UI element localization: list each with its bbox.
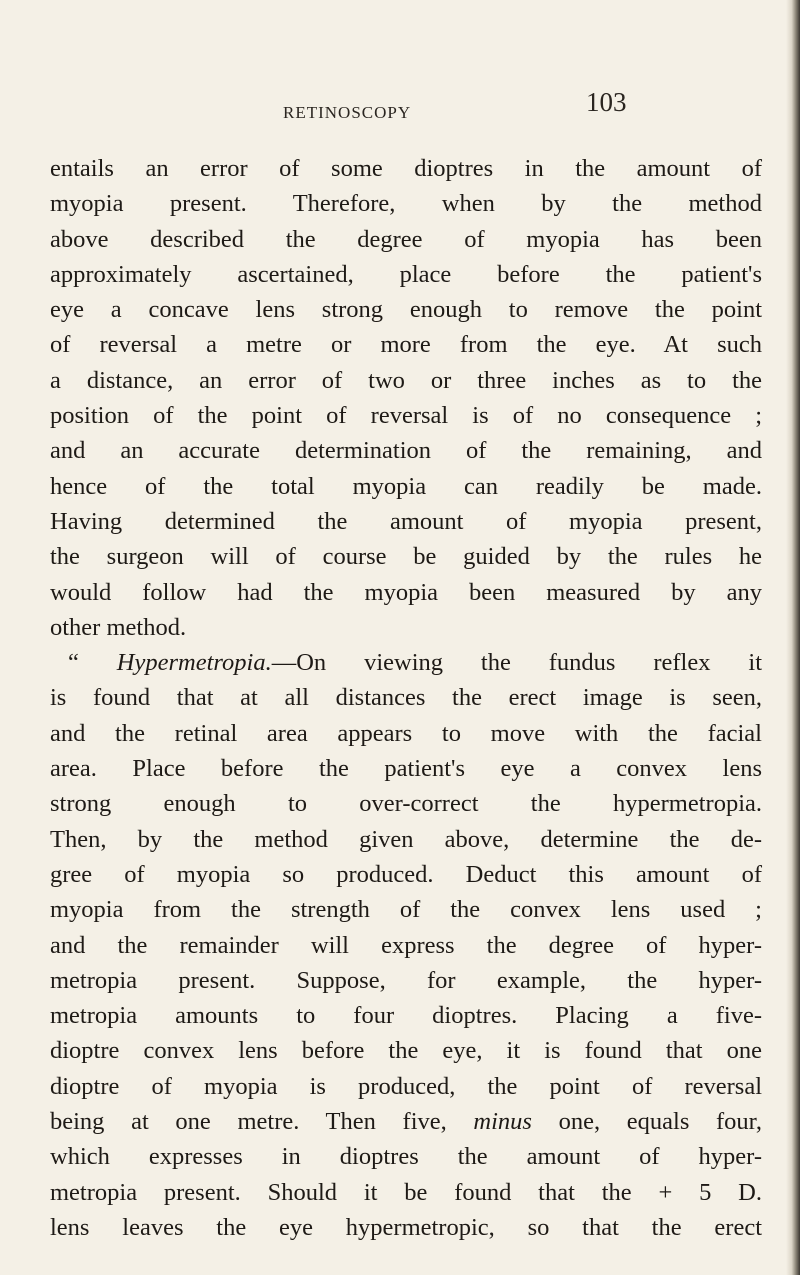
text-line: dioptre convex lens before the eye, it is found that one xyxy=(50,1037,762,1065)
text-line: strong enough to over-correct the hypermetropia. xyxy=(50,790,762,818)
text-line: area. Place before the patient's eye a convex lens xyxy=(50,755,762,783)
open-quote: “ xyxy=(68,649,117,677)
text-line: metropia amounts to four dioptres. Placing a five- xyxy=(50,1002,762,1030)
text-line: of reversal a metre or more from the eye. At such xyxy=(50,331,762,359)
page-header xyxy=(0,85,800,125)
text-line: and the remainder will express the degree of hyper- xyxy=(50,931,762,959)
text-line: and the retinal area appears to move with the facial xyxy=(50,719,762,747)
running-head: RETINOSCOPY xyxy=(283,103,412,122)
text-line: myopia from the strength of the convex lens used ; xyxy=(50,896,762,924)
text-line: is found that at all distances the erect image is seen, xyxy=(50,684,762,712)
text-line: would follow had the myopia been measured by any xyxy=(50,578,762,606)
section-heading-text: —On viewing the fundus reflex it xyxy=(271,649,762,677)
text-line: myopia present. Therefore, when by the method xyxy=(50,190,762,218)
section-heading-line xyxy=(50,645,762,680)
emphasis-minus: minus xyxy=(473,1108,532,1136)
text-line: and an accurate determination of the remaining, and xyxy=(50,437,762,465)
text-line: dioptre of myopia is produced, the point of reversal xyxy=(50,1072,762,1100)
text-line: Having determined the amount of myopia present, xyxy=(50,507,762,535)
text-line: metropia present. Suppose, for example, the hyper- xyxy=(50,966,762,994)
page-number: 103 xyxy=(586,87,627,117)
text-line: lens leaves the eye hypermetropic, so that the erect xyxy=(50,1213,762,1241)
text-line: metropia present. Should it be found that the + 5 D. xyxy=(50,1178,762,1206)
text-line: hence of the total myopia can readily be made. xyxy=(50,472,762,500)
text-line: entails an error of some dioptres in the amount of xyxy=(50,155,762,182)
text-line: the surgeon will of course be guided by the rules he xyxy=(50,543,762,571)
text-line: position of the point of reversal is of no consequence ; xyxy=(50,402,762,430)
line-text-before: being at one metre. Then five, xyxy=(50,1108,474,1136)
line-text-after: one, equals four, xyxy=(531,1108,762,1136)
body-text xyxy=(50,151,762,1245)
text-line-with-emphasis xyxy=(50,1104,762,1139)
page-edge-shadow xyxy=(786,0,800,1275)
text-line: approximately ascertained, place before the patient's xyxy=(50,260,762,288)
text-line: which expresses in dioptres the amount of hyper- xyxy=(50,1143,762,1171)
text-line: a distance, an error of two or three inches as to the xyxy=(50,366,762,394)
text-line: gree of myopia so produced. Deduct this amount of xyxy=(50,860,762,888)
text-line: eye a concave lens strong enough to remove the point xyxy=(50,296,762,324)
text-line: above described the degree of myopia has been xyxy=(50,225,762,253)
section-title: Hypermetropia. xyxy=(116,649,272,677)
text-line: Then, by the method given above, determine the de- xyxy=(50,825,762,853)
text-line: other method. xyxy=(50,613,187,641)
